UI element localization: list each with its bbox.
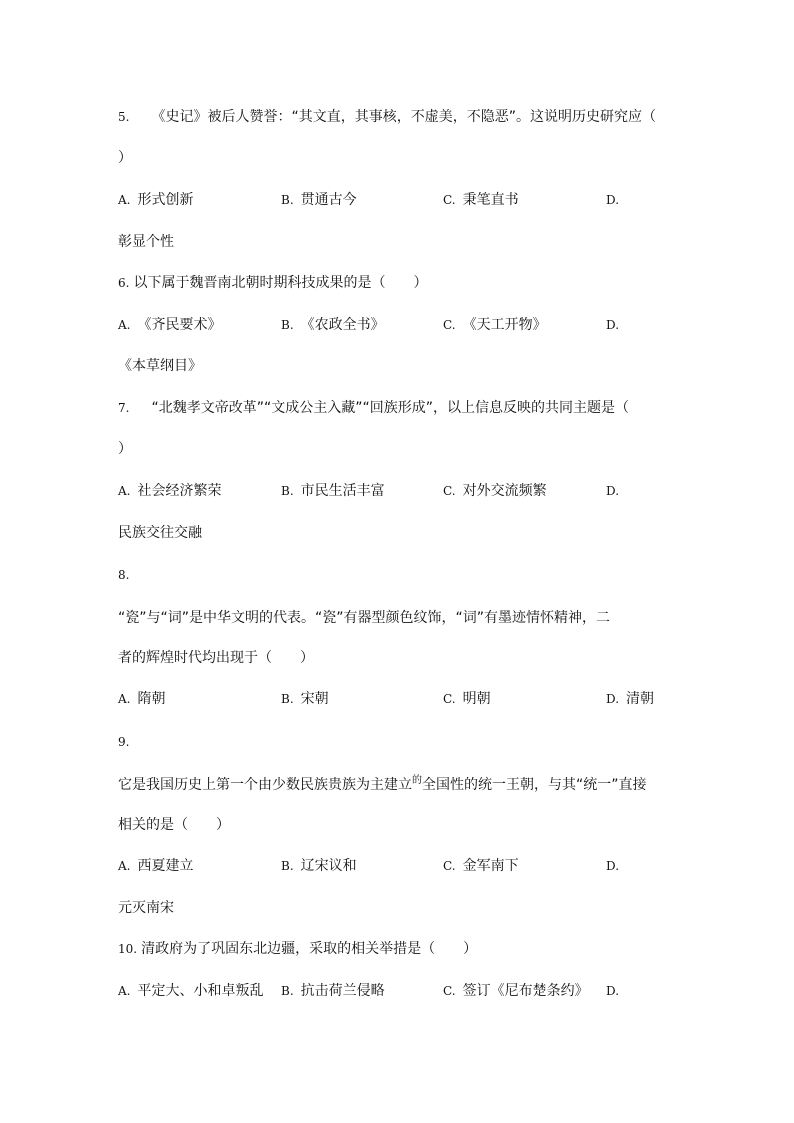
question-9-superscript: 的 (412, 775, 422, 786)
option-text: 《齐民要术》 (137, 317, 222, 333)
question-9-stem-line-1 (118, 776, 647, 796)
option-text: 抗击荷兰侵略 (300, 983, 385, 999)
question-5-stem-line-1 (118, 108, 656, 126)
option-letter: B. (281, 859, 294, 873)
question-9-option-b[interactable] (281, 857, 357, 875)
option-text: 社会经济繁荣 (137, 483, 222, 499)
option-letter: C. (443, 193, 456, 207)
question-5-option-d-text[interactable]: 彰显个性 (118, 234, 174, 250)
question-7-option-d-letter[interactable]: D. (606, 484, 620, 498)
question-9-number: 9. (118, 735, 130, 749)
option-letter: C. (443, 984, 456, 998)
question-10-number: 10. (118, 942, 138, 956)
question-6-option-d-text[interactable]: 《本草纲目》 (118, 358, 202, 374)
option-letter: B. (281, 984, 294, 998)
question-9-option-d-letter[interactable]: D. (606, 859, 620, 873)
option-text: 清朝 (626, 691, 655, 707)
option-text: 隋朝 (137, 691, 166, 707)
option-text: 西夏建立 (137, 858, 194, 874)
option-letter: A. (118, 193, 131, 207)
question-9-option-a[interactable] (118, 857, 193, 875)
question-10-stem-line-1 (118, 940, 477, 958)
option-letter: A. (118, 484, 131, 498)
question-7-option-d-text[interactable]: 民族交往交融 (118, 525, 202, 541)
option-letter: D. (606, 692, 620, 706)
question-8-stem-line-1: “瓷”与“词”是中华文明的代表。“瓷”有器型颜色纹饰，“词”有墨迹情怀精神，二 (118, 610, 611, 626)
question-6-option-a[interactable] (118, 316, 221, 334)
option-text: 对外交流频繁 (462, 483, 547, 499)
question-7-stem-line-1 (118, 399, 629, 417)
question-5-option-a[interactable] (118, 191, 193, 209)
question-8-option-d[interactable] (606, 690, 654, 708)
question-6-option-d-letter[interactable]: D. (606, 318, 620, 332)
question-6-text: 以下属于魏晋南北朝时期科技成果的是（ ） (133, 275, 428, 291)
question-6-stem-line-1 (118, 274, 427, 292)
option-text: 贯通古今 (300, 192, 357, 208)
question-10-option-c[interactable] (443, 982, 589, 1000)
option-text: 平定大、小和卓叛乱 (137, 983, 264, 999)
option-letter: A. (118, 318, 131, 332)
question-7-number: 7. (118, 401, 130, 415)
option-text: 签订《尼布楚条约》 (462, 983, 589, 999)
question-10-option-a[interactable] (118, 982, 263, 1000)
question-7-text: “北魏孝文帝改革”“文成公主入藏”“回族形成”，以上信息反映的共同主题是（ (151, 400, 629, 416)
option-text: 市民生活丰富 (300, 483, 385, 499)
question-6-number: 6. (118, 276, 130, 290)
question-5-stem-line-2: ） (118, 150, 132, 166)
question-5-option-d-letter[interactable]: D. (606, 193, 620, 207)
option-text: 明朝 (462, 691, 491, 707)
question-5-number: 5. (118, 110, 130, 124)
option-letter: C. (443, 484, 456, 498)
question-7-stem-line-2: ） (118, 441, 132, 457)
option-letter: B. (281, 318, 294, 332)
question-10-text: 清政府为了巩固东北边疆，采取的相关举措是（ ） (141, 941, 478, 957)
question-6-option-b[interactable] (281, 316, 385, 334)
question-8-number: 8. (118, 568, 130, 582)
option-text: 秉笔直书 (462, 192, 519, 208)
question-10-option-b[interactable] (281, 982, 385, 1000)
question-5-option-c[interactable] (443, 191, 519, 209)
question-8-stem-line-2: 者的辉煌时代均出现于（ ） (118, 650, 314, 666)
option-text: 《天工开物》 (462, 317, 547, 333)
question-10-option-d[interactable] (606, 982, 626, 1000)
question-9-stem-line-2: 相关的是（ ） (118, 817, 230, 833)
option-text: 辽宋议和 (300, 858, 357, 874)
option-letter: A. (118, 692, 131, 706)
option-letter: C. (443, 318, 456, 332)
question-5-option-b[interactable] (281, 191, 357, 209)
question-6-option-c[interactable] (443, 316, 547, 334)
option-text: 《农政全书》 (300, 317, 385, 333)
option-letter: C. (443, 692, 456, 706)
question-8-number-line (118, 566, 129, 584)
option-letter: A. (118, 984, 131, 998)
question-8-option-b[interactable] (281, 690, 329, 708)
option-letter: B. (281, 193, 294, 207)
option-letter: D. (606, 984, 620, 998)
question-5-text: 《史记》被后人赞誉：“其文直，其事核，不虚美，不隐恶”。这说明历史研究应（ (151, 109, 656, 125)
question-7-option-b[interactable] (281, 482, 385, 500)
option-text: 金军南下 (462, 858, 519, 874)
option-letter: B. (281, 692, 294, 706)
question-8-option-a[interactable] (118, 690, 165, 708)
option-text: 形式创新 (137, 192, 194, 208)
question-7-option-c[interactable] (443, 482, 547, 500)
option-text: 宋朝 (300, 691, 329, 707)
option-letter: B. (281, 484, 294, 498)
question-7-option-a[interactable] (118, 482, 221, 500)
question-8-option-c[interactable] (443, 690, 491, 708)
question-9-option-d-text[interactable]: 元灭南宋 (118, 900, 174, 916)
question-9-text-b: 全国性的统一王朝，与其“统一”直接 (422, 777, 647, 793)
option-letter: A. (118, 859, 131, 873)
question-9-option-c[interactable] (443, 857, 519, 875)
option-letter: C. (443, 859, 456, 873)
question-9-text-a: 它是我国历史上第一个由少数民族贵族为主建立 (118, 777, 412, 793)
question-9-number-line (118, 733, 129, 751)
